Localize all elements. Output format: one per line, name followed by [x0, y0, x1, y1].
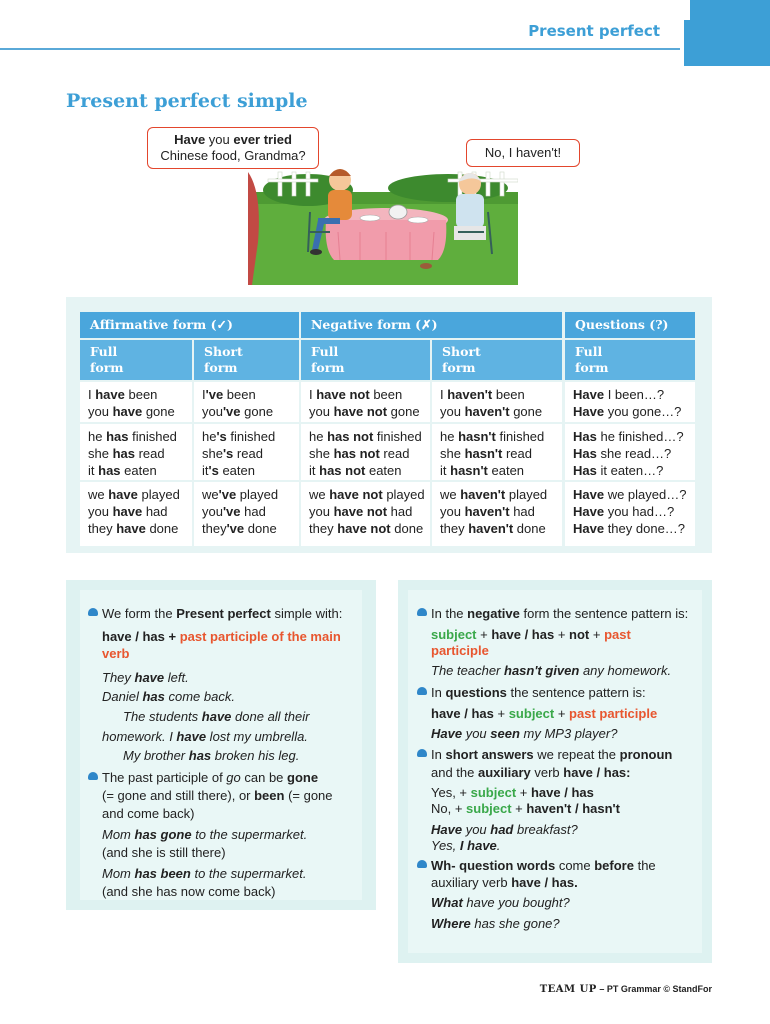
section-label: Present perfect	[528, 22, 660, 40]
table-cell-line: I've been	[202, 387, 256, 402]
table-cell-line: she has read	[88, 446, 165, 461]
header-affirmative: Affirmative form (✓)	[80, 312, 299, 338]
table-cell-line: they have done	[88, 521, 179, 536]
table-cell-line: you have not gone	[309, 404, 420, 419]
table-cell-line: you've had	[202, 504, 266, 519]
example-3: The students have done all their	[123, 709, 310, 724]
question-example: Have you seen my MP3 player?	[431, 726, 618, 741]
header-questions: Questions (?)	[565, 312, 695, 338]
wh-example-1: What have you bought?	[431, 895, 570, 910]
table-cell-q	[565, 482, 695, 546]
subheader-q-full: Full form	[565, 340, 695, 380]
table-cell-line: she has not read	[309, 446, 410, 461]
question-pattern: have / has + subject + past participle	[431, 706, 658, 721]
subheader-neg-short: Short form	[432, 340, 562, 380]
example-7-note: (and she has now come back)	[102, 884, 276, 899]
table-cell-aff-full	[80, 424, 192, 480]
formula-line1: have / has + past participle of the main	[102, 629, 341, 644]
example-2: Daniel has come back.	[102, 689, 235, 704]
rule-past-participle-go: The past participle of go can be gone	[102, 770, 319, 785]
table-cell-line: I haven't been	[440, 387, 525, 402]
negative-pattern: subject + have / has + not + past	[431, 627, 631, 642]
table-cell-line: Has it eaten…?	[573, 463, 664, 478]
speech-bubble-grandma: No, I haven't!	[466, 139, 580, 167]
subheader-aff-full: Full form	[80, 340, 192, 380]
table-cell-line: you have had	[88, 504, 168, 519]
negative-example: The teacher hasn't given any homework.	[431, 663, 672, 678]
table-cell-line: they've done	[202, 521, 277, 536]
table-cell-line: it's eaten	[202, 463, 255, 478]
table-cell-aff-short	[194, 382, 299, 422]
table-cell-neg-short	[432, 424, 562, 480]
rule-questions: In questions the sentence pattern is:	[431, 685, 646, 700]
table-cell-neg-full	[301, 482, 430, 546]
table-cell-line: you have gone	[88, 404, 175, 419]
rule-short-answers-line2: and the auxiliary verb have / has:	[431, 765, 631, 780]
table-cell-line: he has not finished	[309, 429, 422, 444]
table-cell-line: it hasn't eaten	[440, 463, 525, 478]
table-cell-line: they haven't done	[440, 521, 546, 536]
table-cell-line: Has she read…?	[573, 446, 672, 461]
table-cell-aff-full	[80, 382, 192, 422]
table-cell-line: Has he finished…?	[573, 429, 684, 444]
header-color-block	[684, 0, 770, 66]
rule-negative: In the negative form the sentence pattern is:	[431, 606, 689, 621]
table-cell-neg-full	[301, 382, 430, 422]
table-cell-line: they have not done	[309, 521, 424, 536]
table-cell-line: you haven't had	[440, 504, 535, 519]
table-cell-line: Have we played…?	[573, 487, 687, 502]
rule-wh-questions: Wh- question words come before the	[431, 858, 656, 873]
table-cell-line: we haven't played	[440, 487, 548, 502]
speech-bubble-boy: Have you ever tried Chinese food, Grandma?	[147, 127, 319, 169]
table-cell-line: Have you had…?	[573, 504, 675, 519]
table-cell-line: I have been	[88, 387, 158, 402]
formula-line2: verb	[102, 646, 130, 661]
table-cell-line: you've gone	[202, 404, 274, 419]
rule-past-participle-line3: and come back)	[102, 806, 195, 821]
table-cell-line: he's finished	[202, 429, 276, 444]
table-cell-line: she's read	[202, 446, 263, 461]
table-cell-aff-full	[80, 482, 192, 546]
header-block-notch	[684, 0, 690, 20]
example-7: Mom has been to the supermarket.	[102, 866, 307, 881]
table-cell-line: I have not been	[309, 387, 403, 402]
example-6-note: (and she is still there)	[102, 845, 226, 860]
table-cell-neg-short	[432, 382, 562, 422]
table-cell-line: we have not played	[309, 487, 425, 502]
short-answer-example: Have you had breakfast?	[431, 822, 578, 837]
table-cell-line: Have you gone…?	[573, 404, 682, 419]
table-cell-q	[565, 382, 695, 422]
wh-example-2: Where has she gone?	[431, 916, 560, 931]
table-cell-line: it has not eaten	[309, 463, 402, 478]
header-rule	[0, 48, 680, 50]
subheader-aff-short: Short form	[194, 340, 299, 380]
table-cell-line: Have I been…?	[573, 387, 665, 402]
page-footer: TEAM UP – PT Grammar © StandFor	[539, 984, 712, 995]
page-title: Present perfect simple	[66, 90, 308, 112]
table-cell-line: we've played	[202, 487, 279, 502]
table-cell-neg-short	[432, 482, 562, 546]
example-6: Mom has gone to the supermarket.	[102, 827, 308, 842]
example-1: They have left.	[102, 670, 189, 685]
negative-pattern-line2: participle	[431, 643, 489, 658]
table-cell-neg-full	[301, 424, 430, 480]
short-answer-no: No, + subject + haven't / hasn't	[431, 801, 620, 816]
rule-past-participle-line2: (= gone and still there), or been (= gone	[102, 788, 333, 803]
example-5: My brother has broken his leg.	[123, 748, 300, 763]
header-negative: Negative form (✗)	[301, 312, 562, 338]
table-cell-line: it has eaten	[88, 463, 157, 478]
table-cell-line: Have they done…?	[573, 521, 686, 536]
table-cell-aff-short	[194, 424, 299, 480]
short-answer-example-reply: Yes, I have.	[431, 838, 501, 853]
table-cell-line: he hasn't finished	[440, 429, 545, 444]
table-cell-line: we have played	[88, 487, 180, 502]
table-cell-line: she hasn't read	[440, 446, 532, 461]
rule-wh-questions-line2: auxiliary verb have / has.	[431, 875, 578, 890]
table-cell-q	[565, 424, 695, 480]
example-4: homework. I have lost my umbrella.	[102, 729, 308, 744]
table-cell-line: he has finished	[88, 429, 177, 444]
subheader-neg-full: Full form	[301, 340, 430, 380]
short-answer-yes: Yes, + subject + have / has	[431, 785, 594, 800]
table-cell-line: you have not had	[309, 504, 413, 519]
table-cell-line: you haven't gone	[440, 404, 543, 419]
rule-short-answers: In short answers we repeat the pronoun	[431, 747, 673, 762]
rule-formation: We form the Present perfect simple with:	[102, 606, 343, 621]
table-cell-aff-short	[194, 482, 299, 546]
